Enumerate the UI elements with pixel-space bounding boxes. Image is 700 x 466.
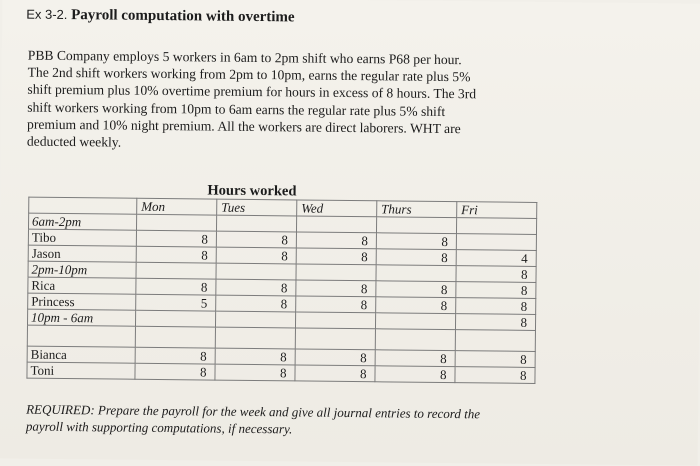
- hours-cell: 8: [136, 230, 216, 247]
- hours-cell: [375, 329, 455, 351]
- hours-cell: 5: [136, 294, 216, 311]
- hours-cell: 8: [216, 279, 296, 296]
- hours-cell: [295, 312, 375, 329]
- exercise-title: [26, 7, 295, 27]
- hours-cell: 8: [376, 233, 456, 250]
- exercise-title-text: Payroll computation with overtime: [71, 7, 295, 26]
- column-header: Mon: [137, 198, 217, 215]
- hours-worked-heading: Hours worked: [207, 182, 297, 200]
- hours-cell: [216, 263, 296, 280]
- shift-column-header: [29, 197, 137, 214]
- hours-cell: 8: [456, 282, 536, 299]
- hours-cell: 8: [135, 347, 215, 364]
- hours-cell: 8: [215, 348, 295, 365]
- hours-cell: 8: [136, 278, 216, 295]
- required-statement: [26, 401, 566, 441]
- problem-line: shift premium plus 10% overtime premium for hours in excess of 8 hours. The 3rd: [27, 82, 477, 102]
- hours-cell: 8: [296, 280, 376, 297]
- required-line: REQUIRED: Prepare the payroll for the week and give all journal entries to record the: [26, 401, 481, 422]
- column-header: Fri: [457, 202, 537, 219]
- hours-cell: 4: [456, 250, 536, 267]
- hours-cell: 8: [376, 249, 456, 266]
- hours-cell: [295, 328, 375, 350]
- hours-cell: [456, 218, 536, 235]
- hours-cell: 8: [376, 281, 456, 298]
- column-header: Wed: [297, 200, 377, 217]
- row-label: Princess: [28, 293, 136, 310]
- hours-cell: 8: [456, 298, 536, 315]
- row-label: 10pm - 6am: [27, 309, 135, 326]
- hours-cell: 8: [216, 247, 296, 264]
- hours-cell: [455, 330, 535, 352]
- hours-cell: [376, 265, 456, 282]
- hours-cell: 8: [376, 297, 456, 314]
- problem-line: The 2nd shift workers working from 2pm to 10pm, earns the regular rate plus 5%: [27, 64, 471, 85]
- hours-cell: 8: [135, 363, 215, 380]
- hours-cell: [135, 310, 215, 327]
- column-header: Tues: [217, 199, 297, 216]
- required-line: payroll with supporting computations, if necessary.: [25, 418, 293, 437]
- hours-cell: [215, 311, 295, 328]
- hours-cell: 8: [375, 366, 455, 383]
- hours-cell: [136, 214, 216, 231]
- row-label: Jason: [28, 245, 136, 262]
- hours-cell: [136, 262, 216, 279]
- hours-cell: 8: [296, 296, 376, 313]
- hours-cell: 8: [455, 351, 535, 368]
- hours-cell: [216, 215, 296, 232]
- row-label: Bianca: [27, 346, 135, 363]
- hours-cell: 8: [455, 314, 535, 331]
- row-label: 6am-2pm: [29, 213, 137, 230]
- hours-cell: [296, 216, 376, 233]
- problem-line: shift workers working from 10pm to 6am earns the regular rate plus 5% shift: [27, 99, 446, 119]
- hours-cell: 8: [295, 349, 375, 366]
- hours-cell: 8: [215, 364, 295, 381]
- hours-cell: 8: [456, 266, 536, 283]
- hours-cell: 8: [295, 365, 375, 382]
- problem-line: deducted weekly.: [26, 133, 122, 150]
- problem-line: PBB Company employs 5 workers in 6am to 2pm shift who earns P68 per hour.: [27, 47, 462, 68]
- hours-cell: 8: [216, 295, 296, 312]
- hours-cell: 8: [216, 231, 296, 248]
- hours-cell: [296, 264, 376, 281]
- row-label: Rica: [28, 277, 136, 294]
- hours-cell: 8: [136, 246, 216, 263]
- hours-cell: [135, 326, 215, 348]
- hours-cell: 8: [296, 232, 376, 249]
- hours-table: [26, 197, 537, 384]
- hours-cell: [375, 313, 455, 330]
- problem-line: premium and 10% night premium. All the workers are direct laborers. WHT are: [27, 116, 461, 136]
- row-label: [27, 325, 135, 347]
- row-label: 2pm-10pm: [28, 261, 136, 278]
- column-header: Thurs: [377, 201, 457, 218]
- exercise-number: Ex 3-2.: [26, 6, 68, 23]
- hours-cell: 8: [296, 248, 376, 265]
- problem-statement: [27, 47, 588, 156]
- hours-cell: [456, 234, 536, 251]
- hours-cell: [215, 327, 295, 349]
- row-label: Toni: [27, 362, 135, 379]
- hours-cell: 8: [375, 350, 455, 367]
- hours-cell: [376, 217, 456, 234]
- row-label: Tibo: [28, 229, 136, 246]
- hours-cell: 8: [455, 367, 535, 384]
